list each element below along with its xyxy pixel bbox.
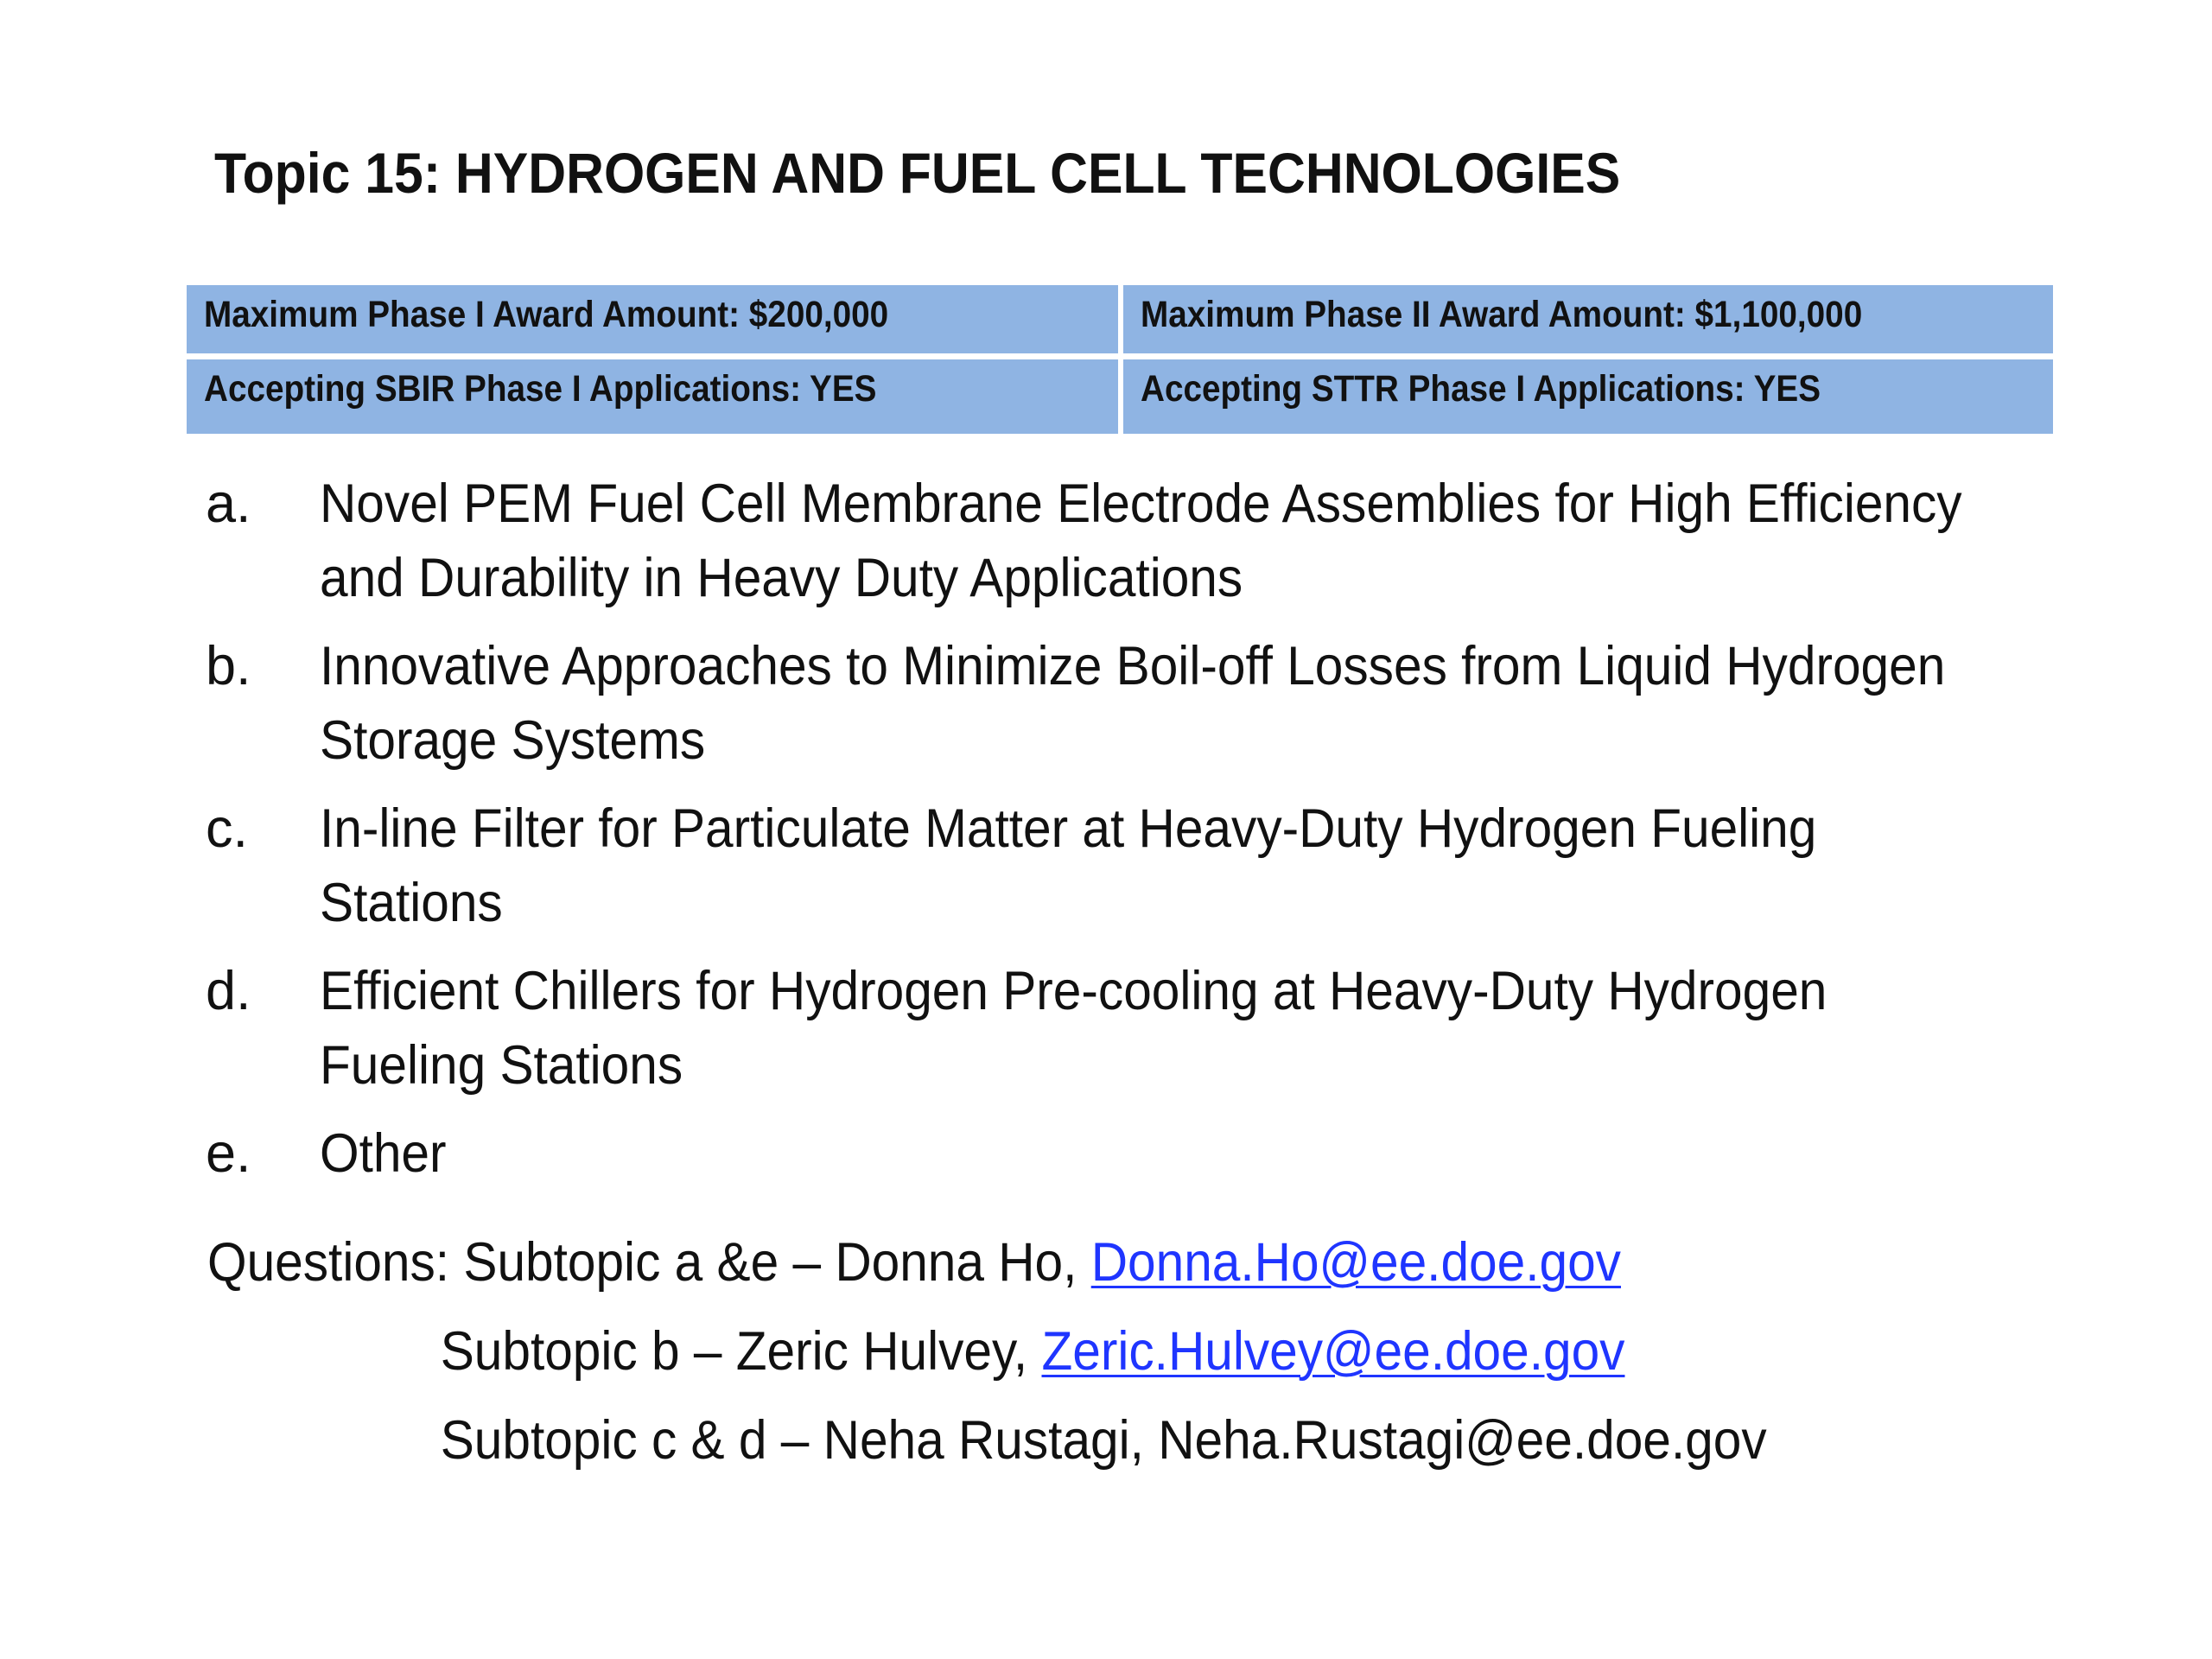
- subtopic-list: [206, 467, 2089, 1205]
- email-link-donna-ho[interactable]: Donna.Ho@ee.doe.gov: [1090, 1232, 1621, 1293]
- contact-line-donna: [207, 1218, 1767, 1307]
- subtopic-text: Novel PEM Fuel Cell Membrane Electrode Assemblies for High Efficiency and Durability in Heavy Duty Applications: [320, 474, 1962, 608]
- questions-section: [207, 1218, 1884, 1485]
- list-item: [206, 467, 2089, 615]
- questions-label: Questions:: [207, 1232, 464, 1293]
- list-item: [206, 629, 2089, 778]
- subtopic-letter: a.: [206, 474, 251, 534]
- subtopic-letter: e.: [206, 1123, 251, 1184]
- email-link-zeric-hulvey[interactable]: Zeric.Hulvey@ee.doe.gov: [1041, 1321, 1625, 1382]
- subtopic-text: Innovative Approaches to Minimize Boil-off Losses from Liquid Hydrogen Storage Systems: [320, 636, 1946, 771]
- phase2-award-text: Maximum Phase II Award Amount: $1,100,000: [1141, 294, 1863, 335]
- contact-line-zeric: [207, 1307, 1767, 1396]
- sbir-accepting-text: Accepting SBIR Phase I Applications: YES: [204, 368, 877, 410]
- list-item: [206, 954, 2089, 1103]
- table-row: [187, 359, 2053, 434]
- phase1-award-text: Maximum Phase I Award Amount: $200,000: [204, 294, 889, 335]
- subtopic-letter: b.: [206, 636, 251, 696]
- subtopic-text: Other: [320, 1123, 447, 1184]
- phase1-award-cell: [187, 285, 1123, 359]
- subtopic-letter: c.: [206, 798, 249, 859]
- sttr-accepting-cell: [1123, 359, 2053, 434]
- email-text-neha-rustagi: Neha.Rustagi@ee.doe.gov: [1158, 1410, 1767, 1471]
- phase2-award-cell: [1123, 285, 2053, 359]
- list-item: [206, 791, 2089, 940]
- subtopic-letter: d.: [206, 961, 251, 1021]
- subtopic-text: Efficient Chillers for Hydrogen Pre-cooling at Heavy-Duty Hydrogen Fueling Stations: [320, 961, 1827, 1096]
- subtopic-text: In-line Filter for Particulate Matter at Heavy-Duty Hydrogen Fueling Stations: [320, 798, 1817, 933]
- table-row: [187, 285, 2053, 359]
- contact-prefix: Subtopic a &e – Donna Ho,: [463, 1232, 1091, 1293]
- sbir-accepting-cell: [187, 359, 1123, 434]
- sttr-accepting-text: Accepting STTR Phase I Applications: YES: [1141, 368, 1821, 410]
- contact-prefix: Subtopic b – Zeric Hulvey,: [440, 1321, 1042, 1382]
- contact-line-neha: [207, 1396, 1767, 1485]
- list-item: [206, 1116, 2089, 1191]
- page-title: Topic 15: HYDROGEN AND FUEL CELL TECHNOLOGIES: [214, 141, 1621, 205]
- contact-prefix: Subtopic c & d – Neha Rustagi,: [440, 1410, 1159, 1471]
- award-info-table: [187, 285, 2053, 434]
